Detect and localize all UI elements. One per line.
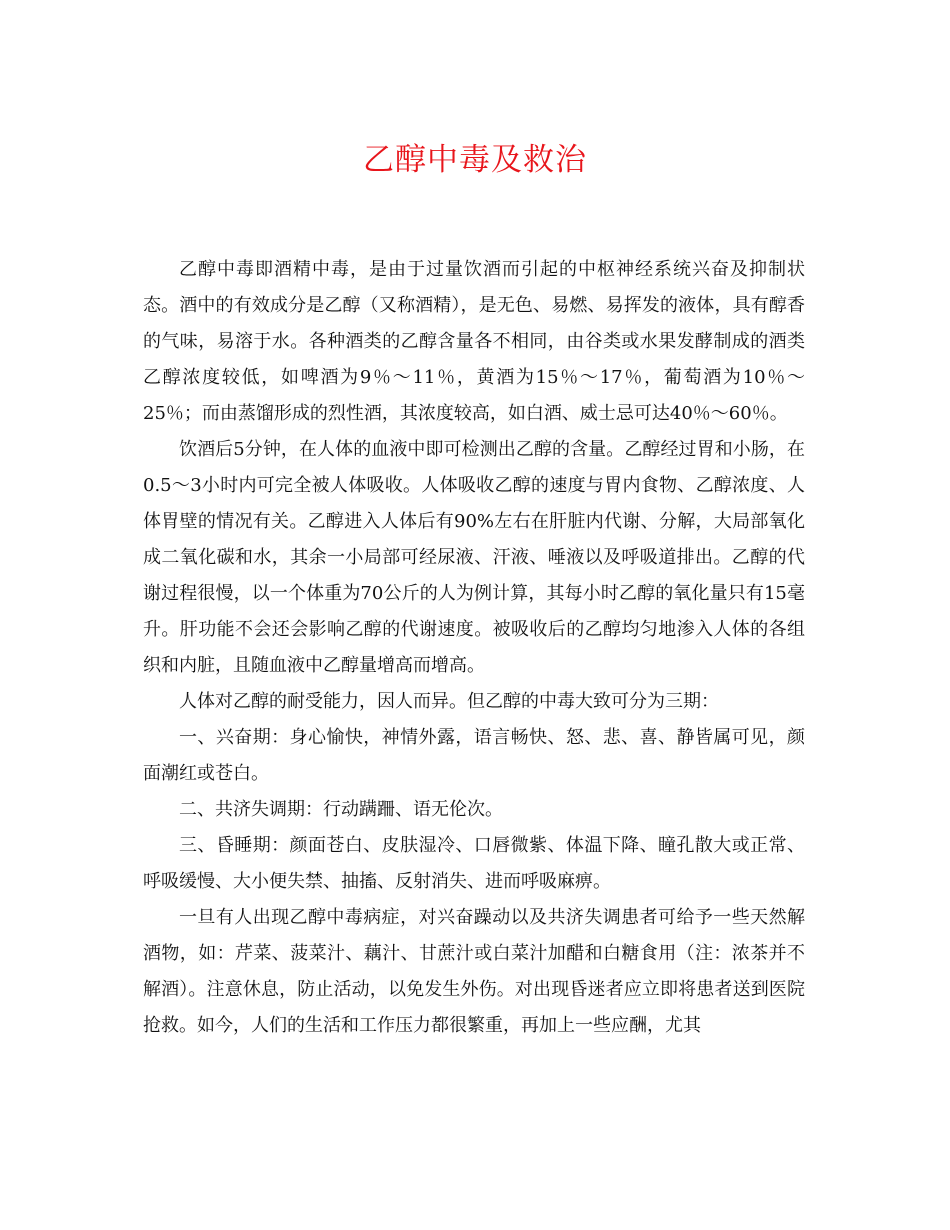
- paragraph-first-aid: 一旦有人出现乙醇中毒病症，对兴奋躁动以及共济失调患者可给予一些天然解酒物，如：芹菜、菠菜汁、藕汁、甘蔗汁或白菜汁加醋和白糖食用（注：浓茶并不解酒）。注意休息，防止活动，以免发生外伤。对出现昏迷者应立即将患者送到医院抢救。如今，人们的生活和工作压力都很繁重，再加上一些应酬，尤其: [143, 907, 805, 1036]
- paragraph-stages-intro: 人体对乙醇的耐受能力，因人而异。但乙醇的中毒大致可分为三期：: [179, 691, 719, 712]
- document-title: 乙醇中毒及救治: [363, 142, 587, 178]
- paragraph-ethanol-intro: 乙醇中毒即酒精中毒，是由于过量饮酒而引起的中枢神经系统兴奋及抑制状态。酒中的有效成分是乙醇（又称酒精），是无色、易燃、易挥发的液体，具有醇香的气味，易溶于水。各种酒类的乙醇含量各不相同，由谷类或水果发酵制成的酒类乙醇浓度较低，如啤酒为9％～11％，黄酒为15％～17％，葡萄酒为10％～25％；而由蒸馏形成的烈性酒，其浓度较高，如白酒、威士忌可达40％～60％。: [143, 259, 805, 424]
- paragraph-stage-ataxia: 二、共济失调期：行动蹒跚、语无伦次。: [179, 799, 503, 820]
- paragraph-absorption-metabolism: 饮酒后5分钟，在人体的血液中即可检测出乙醇的含量。乙醇经过胃和小肠，在0.5～3小时内可完全被人体吸收。人体吸收乙醇的速度与胃内食物、乙醇浓度、人体胃壁的情况有关。乙醇进入人体后有90%左右在肝脏内代谢、分解，大局部氧化成二氧化碳和水，其余一小局部可经尿液、汗液、唾液以及呼吸道排出。乙醇的代谢过程很慢，以一个体重为70公斤的人为例计算，其每小时乙醇的氧化量只有15毫升。肝功能不会还会影响乙醇的代谢速度。被吸收后的乙醇均匀地渗入人体的各组织和内脏，且随血液中乙醇量增高而增高。: [143, 439, 805, 676]
- document-body: [143, 252, 805, 1044]
- paragraph-stage-coma: 三、昏睡期：颜面苍白、皮肤湿冷、口唇微紫、体温下降、瞳孔散大或正常、呼吸缓慢、大小便失禁、抽搐、反射消失、进而呼吸麻痹。: [143, 835, 805, 892]
- paragraph-stage-excitement: 一、兴奋期：身心愉快，神情外露，语言畅快、怒、悲、喜、静皆属可见，颜面潮红或苍白。: [143, 727, 805, 784]
